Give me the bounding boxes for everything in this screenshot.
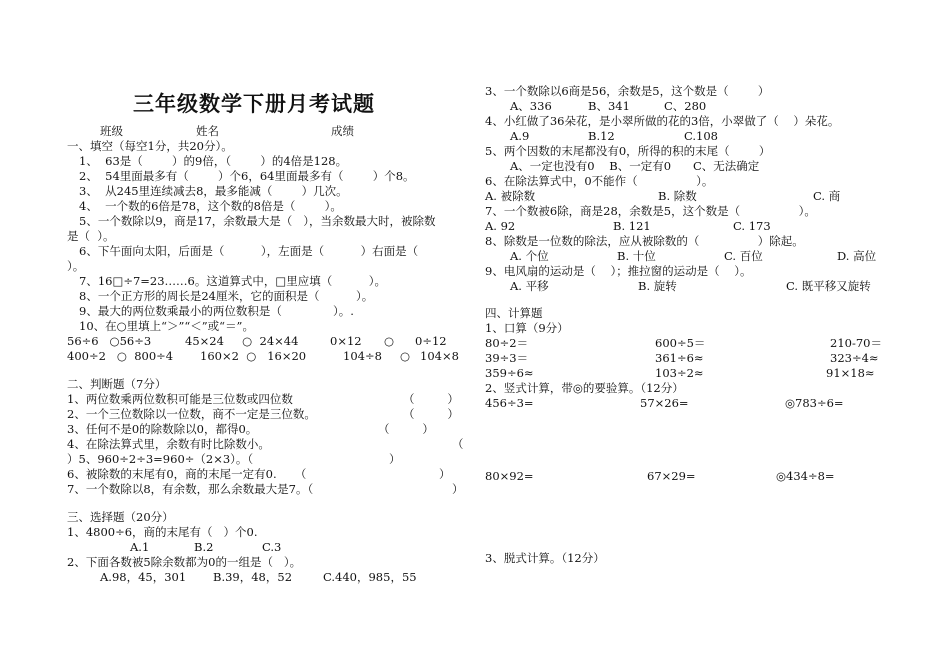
choice-option: C. 173 xyxy=(733,219,771,233)
oral-item: 361÷6≈ xyxy=(655,351,704,365)
choice-option: C. 百位 xyxy=(724,249,763,263)
choice-option: B. 121 xyxy=(613,219,651,233)
judge-item: 6、被除数的末尾有0，商的末尾一定有0. （ xyxy=(67,467,307,481)
question: ）。 xyxy=(67,259,85,273)
section-calc-title: 四、计算题 xyxy=(485,306,543,320)
oral-item: 80÷2＝ xyxy=(485,336,529,350)
compare-item: 56÷6 ○56÷3 xyxy=(67,334,152,348)
choice-option: B. 旋转 xyxy=(638,279,677,293)
answer-paren-close: ） xyxy=(389,452,401,466)
compare-item: 0×12 xyxy=(330,334,362,348)
choice-question: 2、下面各数被5除余数都为0的一组是（ ）。 xyxy=(67,555,302,569)
vertical-item: ◎434÷8= xyxy=(776,469,835,483)
oral-item: 359÷6≈ xyxy=(485,366,534,380)
choice-option: C.3 xyxy=(262,540,282,554)
compare-item: 45×24 ○ 24×44 xyxy=(185,334,299,348)
choice-question: 3、一个数除以6商是56，余数是5，这个数是（ ） xyxy=(485,84,770,98)
judge-item: ）5、960÷2÷3=960÷（2×3）。（ xyxy=(67,452,254,466)
choice-option: B.2 xyxy=(194,540,214,554)
answer-paren-close: ） xyxy=(452,482,464,496)
choice-question: 5、两个因数的末尾都没有0，所得的积的末尾（ ） xyxy=(485,144,771,158)
choice-option: A.9 xyxy=(510,129,530,143)
choice-option: C. 商 xyxy=(813,189,841,203)
judge-item: 3、任何不是0的除数除以0，都得0。 xyxy=(67,422,258,436)
question: 3、 从245里连续减去8，最多能减（ ）几次。 xyxy=(79,184,348,198)
oral-item: 600÷5＝ xyxy=(655,336,706,350)
judge-item: 2、一个三位数除以一位数，商不一定是三位数。 xyxy=(67,407,316,421)
oral-item: 323÷4≈ xyxy=(830,351,879,365)
choice-question: 1、4800÷6，商的末尾有（ ）个0. xyxy=(67,525,258,539)
choice-option: C.108 xyxy=(684,129,718,143)
oral-item: 103÷2≈ xyxy=(655,366,704,380)
choice-option: B.12 xyxy=(588,129,615,143)
question: 2、 54里面最多有（ ）个6，64里面最多有（ ）个8。 xyxy=(79,169,415,183)
header-score-label: 成绩 xyxy=(331,124,354,138)
oral-item: 39÷3＝ xyxy=(485,351,529,365)
choice-question: 4、小红做了36朵花，是小翠所做的花的3倍，小翠做了（ ）朵花。 xyxy=(485,114,840,128)
choice-option: A.1 xyxy=(130,540,150,554)
oral-item: 210-70＝ xyxy=(830,336,882,350)
question: 9、最大的两位数乘最小的两位数积是（ ）。. xyxy=(79,304,354,318)
answer-paren-open: （ xyxy=(452,437,464,451)
question: 6、下午面向太阳，后面是（ ），左面是（ ）右面是（ xyxy=(79,244,419,258)
question: 4、 一个数的6倍是78，这个数的8倍是（ ）。 xyxy=(79,199,342,213)
question: 1、 63是（ ）的9倍，（ ）的4倍是128。 xyxy=(79,154,348,168)
choice-question: 9、电风扇的运动是（ ）；推拉窗的运动是（ ）。 xyxy=(485,264,752,278)
answer-paren: （ ） xyxy=(403,392,459,406)
question: 7、16□÷7=23……6。这道算式中，□里应填（ ）。 xyxy=(79,274,387,288)
vertical-item: 67×29= xyxy=(647,469,696,483)
compare-item: ○ xyxy=(400,349,411,363)
section-choice-title: 三、选择题（20分） xyxy=(67,510,174,524)
choice-option: C、280 xyxy=(664,99,707,113)
oral-calc-label: 1、口算（9分） xyxy=(485,321,569,335)
choice-option: C. 既平移又旋转 xyxy=(786,279,871,293)
vertical-item: 456÷3= xyxy=(485,396,534,410)
choice-option: D. 高位 xyxy=(837,249,877,263)
choice-option: A. 92 xyxy=(485,219,516,233)
compare-item: 0÷12 xyxy=(415,334,447,348)
choice-question: 8、除数是一位数的除法，应从被除数的（ ）除起。 xyxy=(485,234,804,248)
answer-paren-close: ） xyxy=(439,467,451,481)
section-judge-title: 二、判断题（7分） xyxy=(67,377,167,391)
choice-option: A. 平移 xyxy=(510,279,549,293)
compare-item: 160×2 ○ 16×20 xyxy=(200,349,307,363)
compare-item: 400÷2 ○ 800÷4 xyxy=(67,349,174,363)
judge-item: 7、一个数除以8，有余数，那么余数最大是7。（ xyxy=(67,482,314,496)
header-class-label: 班级 xyxy=(100,124,123,138)
vertical-calc-label: 2、竖式计算，带◎的要验算。（12分） xyxy=(485,381,684,395)
stepwise-calc-label: 3、脱式计算。（12分） xyxy=(485,551,605,565)
choice-option: C.440，985，55 xyxy=(323,570,417,584)
choice-option: B、341 xyxy=(588,99,630,113)
compare-item: 104×8 xyxy=(420,349,459,363)
judge-item: 1、两位数乘两位数积可能是三位数或四位数 xyxy=(67,392,293,406)
choice-option: A.98，45，301 xyxy=(100,570,187,584)
answer-paren: （ ） xyxy=(403,407,459,421)
question: 是（ ）。 xyxy=(67,229,115,243)
vertical-item: 80×92= xyxy=(485,469,534,483)
choice-option: A. 个位 xyxy=(510,249,549,263)
compare-item: 104÷8 xyxy=(343,349,382,363)
choice-question: 6、在除法算式中，0不能作（ ）。 xyxy=(485,174,714,188)
question: 10、在○里填上“＞”“＜”或“＝”。 xyxy=(79,319,254,333)
compare-item: ○ xyxy=(384,334,395,348)
oral-item: 91×18≈ xyxy=(826,366,875,380)
choice-option: B.39，48，52 xyxy=(213,570,293,584)
choice-option: A、336 xyxy=(510,99,552,113)
choice-option: A、一定也没有0 B、一定有0 C、无法确定 xyxy=(510,159,760,173)
answer-paren: （ ） xyxy=(378,422,434,436)
judge-item: 4、在除法算式里，余数有时比除数小。 xyxy=(67,437,270,451)
vertical-item: ◎783÷6= xyxy=(785,396,844,410)
header-name-label: 姓名 xyxy=(196,124,219,138)
question: 5、一个数除以9，商是17，余数最大是（ ），当余数最大时，被除数 xyxy=(79,214,436,228)
vertical-item: 57×26= xyxy=(640,396,689,410)
question: 8、一个正方形的周长是24厘米，它的面积是（ ）。 xyxy=(79,289,374,303)
choice-option: B. 十位 xyxy=(617,249,656,263)
page-title: 三年级数学下册月考试题 xyxy=(133,92,375,116)
choice-option: A. 被除数 xyxy=(485,189,536,203)
choice-option: B. 除数 xyxy=(658,189,697,203)
choice-question: 7、一个数被6除，商是28，余数是5，这个数是（ ）。 xyxy=(485,204,816,218)
section-fill-title: 一、填空（每空1分，共20分）。 xyxy=(67,139,233,153)
